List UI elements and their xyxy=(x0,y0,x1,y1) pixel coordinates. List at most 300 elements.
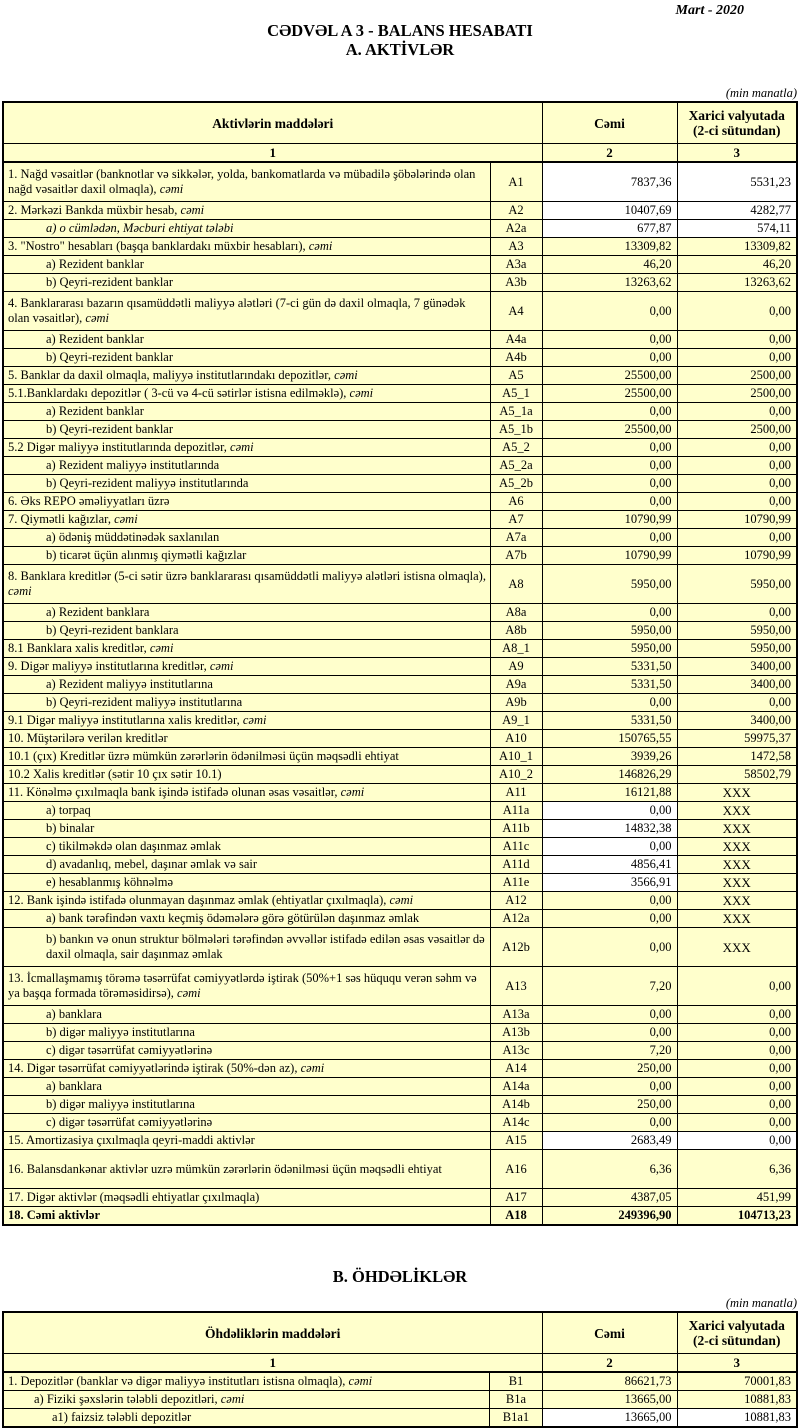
total-value: 5950,00 xyxy=(542,640,677,658)
row-label: 14. Digər təsərrüfat cəmiyyətlərində iştirak (50%-dən az), cəmi xyxy=(3,1060,490,1078)
row-code: A9 xyxy=(490,658,542,676)
row-label: 7. Qiymətli kağızlar, cəmi xyxy=(3,511,490,529)
foreign-currency-value: 13263,62 xyxy=(677,274,797,292)
row-code: A10 xyxy=(490,730,542,748)
table-row xyxy=(3,1207,797,1226)
row-label: a) Rezident maliyyə institutlarında xyxy=(3,457,490,475)
foreign-currency-value: 0,00 xyxy=(677,403,797,421)
row-label: e) hesablanmış köhnəlmə xyxy=(3,874,490,892)
foreign-currency-value: XXX xyxy=(677,874,797,892)
table-row xyxy=(3,511,797,529)
liabilities-foreign-header-line2: (2-ci sütundan) xyxy=(693,1333,781,1348)
row-label: 17. Digər aktivlər (məqsədli ehtiyatlar çıxılmaqla) xyxy=(3,1189,490,1207)
unit-note-assets: (min manatla) xyxy=(725,86,797,100)
total-value: 146826,29 xyxy=(542,766,677,784)
table-row xyxy=(3,730,797,748)
row-code: A5_2a xyxy=(490,457,542,475)
foreign-currency-value: 0,00 xyxy=(677,439,797,457)
table-row xyxy=(3,1096,797,1114)
row-code: A14c xyxy=(490,1114,542,1132)
total-value: 0,00 xyxy=(542,1114,677,1132)
row-code: A4b xyxy=(490,349,542,367)
table-row xyxy=(3,1189,797,1207)
foreign-currency-value: 0,00 xyxy=(677,1024,797,1042)
table-row xyxy=(3,1114,797,1132)
table-row xyxy=(3,694,797,712)
row-label: a) Rezident banklar xyxy=(3,403,490,421)
foreign-currency-value: 10790,99 xyxy=(677,547,797,565)
total-value: 5331,50 xyxy=(542,658,677,676)
column-index-3: 3 xyxy=(677,1354,797,1373)
table-row xyxy=(3,874,797,892)
total-value: 0,00 xyxy=(542,1024,677,1042)
table-row xyxy=(3,1132,797,1150)
liabilities-total-header: Cəmi xyxy=(542,1312,677,1354)
row-code: A2 xyxy=(490,202,542,220)
table-row xyxy=(3,238,797,256)
report-title: CƏDVƏL A 3 - BALANS HESABATI xyxy=(267,21,533,40)
total-value: 16121,88 xyxy=(542,784,677,802)
table-row xyxy=(3,928,797,967)
row-label: b) binalar xyxy=(3,820,490,838)
foreign-currency-value: XXX xyxy=(677,910,797,928)
row-label: b) Qeyri-rezident banklar xyxy=(3,349,490,367)
row-code: A3a xyxy=(490,256,542,274)
table-row xyxy=(3,1150,797,1189)
row-label: a) Rezident banklara xyxy=(3,604,490,622)
row-label: 18. Cəmi aktivlər xyxy=(3,1207,490,1226)
assets-foreign-header xyxy=(677,102,797,144)
total-value: 0,00 xyxy=(542,349,677,367)
foreign-currency-value: 0,00 xyxy=(677,1006,797,1024)
total-value: 150765,55 xyxy=(542,730,677,748)
row-label: 10.1 (çıx) Kreditlər üzrə mümkün zərərlərin ödənilməsi üçün məqsədli ehtiyat xyxy=(3,748,490,766)
table-row xyxy=(3,676,797,694)
foreign-currency-value: 0,00 xyxy=(677,331,797,349)
total-value: 4387,05 xyxy=(542,1189,677,1207)
row-label: a) banklara xyxy=(3,1006,490,1024)
liabilities-foreign-header xyxy=(677,1312,797,1354)
column-index-1: 1 xyxy=(3,1354,542,1373)
row-label: 1. Depozitlər (banklar və digər maliyyə institutları istisna olmaqla), cəmi xyxy=(3,1372,490,1391)
row-label: c) tikilməkdə olan daşınmaz əmlak xyxy=(3,838,490,856)
total-value: 0,00 xyxy=(542,1078,677,1096)
foreign-currency-value: 10790,99 xyxy=(677,511,797,529)
row-label xyxy=(3,220,490,238)
table-row xyxy=(3,385,797,403)
total-value: 13665,00 xyxy=(542,1409,677,1428)
total-value: 3566,91 xyxy=(542,874,677,892)
row-label-italic-part: cəmi xyxy=(300,1061,325,1075)
liabilities-table xyxy=(2,1311,798,1428)
row-code: A12b xyxy=(490,928,542,967)
row-label-italic-part: cəmi xyxy=(230,440,254,454)
table-row xyxy=(3,547,797,565)
foreign-currency-value: XXX xyxy=(677,928,797,967)
row-label: 2. Mərkəzi Bankda müxbir hesab, cəmi xyxy=(3,202,490,220)
table-row xyxy=(3,820,797,838)
table-row xyxy=(3,331,797,349)
row-code: A5_1 xyxy=(490,385,542,403)
table-row xyxy=(3,457,797,475)
foreign-currency-value: 5950,00 xyxy=(677,640,797,658)
row-label: a1) faizsiz tələbli depozitlər xyxy=(3,1409,490,1428)
table-row xyxy=(3,1372,797,1391)
table-row xyxy=(3,1078,797,1096)
foreign-currency-value: 0,00 xyxy=(677,694,797,712)
table-row xyxy=(3,529,797,547)
row-label-italic-part: cəmi xyxy=(8,584,32,598)
total-value: 0,00 xyxy=(542,928,677,967)
assets-items-header: Aktivlərin maddələri xyxy=(3,102,542,144)
row-label-italic-part: cəmi xyxy=(220,1392,245,1406)
total-value: 4856,41 xyxy=(542,856,677,874)
row-code: A9a xyxy=(490,676,542,694)
liabilities-foreign-header-line1: Xarici valyutada xyxy=(688,1318,785,1333)
row-code: A16 xyxy=(490,1150,542,1189)
row-code: A13a xyxy=(490,1006,542,1024)
row-code: A11c xyxy=(490,838,542,856)
section-a-title: A. AKTİVLƏR xyxy=(345,40,455,59)
table-row xyxy=(3,1060,797,1078)
row-label-italic-part: cəmi xyxy=(114,512,138,526)
row-label-italic-part: a) o cümlədən, Məcburi ehtiyat tələbi xyxy=(46,221,234,235)
row-label: b) bankın və onun struktur bölmələri tərəfindən əvvəllər istifadə edilən əsas vəsaitlər də daxil olmaqla, sair daşınmaz əmlak xyxy=(3,928,490,967)
row-code: A8b xyxy=(490,622,542,640)
assets-table-body xyxy=(3,162,797,1225)
row-code: A3b xyxy=(490,274,542,292)
total-value: 0,00 xyxy=(542,292,677,331)
row-label: 10.2 Xalis kreditlər (sətir 10 çıx sətir 10.1) xyxy=(3,766,490,784)
table-row xyxy=(3,256,797,274)
foreign-currency-value: XXX xyxy=(677,784,797,802)
row-code: A5_1a xyxy=(490,403,542,421)
table-row xyxy=(3,856,797,874)
row-label: b) Qeyri-rezident maliyyə institutlarında xyxy=(3,475,490,493)
table-row xyxy=(3,1024,797,1042)
row-code: A13c xyxy=(490,1042,542,1060)
table-row xyxy=(3,1391,797,1409)
total-value: 0,00 xyxy=(542,694,677,712)
table-row xyxy=(3,292,797,331)
total-value: 250,00 xyxy=(542,1096,677,1114)
row-code: A18 xyxy=(490,1207,542,1226)
row-label: 4. Banklararası bazarın qısamüddətli maliyyə alətləri (7-ci gün də daxil olmaqla, 7 günədək olan vəsaitlər), cəmi xyxy=(3,292,490,331)
table-row xyxy=(3,475,797,493)
total-value: 5950,00 xyxy=(542,565,677,604)
row-code: A12a xyxy=(490,910,542,928)
foreign-currency-value: 1472,58 xyxy=(677,748,797,766)
total-value: 5331,50 xyxy=(542,676,677,694)
total-value: 249396,90 xyxy=(542,1207,677,1226)
column-index-2: 2 xyxy=(542,1354,677,1373)
total-value: 5331,50 xyxy=(542,712,677,730)
row-code: A8a xyxy=(490,604,542,622)
row-code: A6 xyxy=(490,493,542,511)
foreign-currency-value: 6,36 xyxy=(677,1150,797,1189)
row-code: A13 xyxy=(490,967,542,1006)
table-row xyxy=(3,712,797,730)
section-b-title: B. ÖHDƏLİKLƏR xyxy=(332,1267,468,1286)
row-label-italic-part: cəmi xyxy=(177,986,201,1000)
row-code: A14 xyxy=(490,1060,542,1078)
row-label: b) Qeyri-rezident banklar xyxy=(3,421,490,439)
foreign-currency-value: 5950,00 xyxy=(677,565,797,604)
table-row xyxy=(3,349,797,367)
total-value: 0,00 xyxy=(542,604,677,622)
foreign-currency-value: 2500,00 xyxy=(677,421,797,439)
row-label: b) ticarət üçün alınmış qiymətli kağızlar xyxy=(3,547,490,565)
row-label: a) Rezident banklar xyxy=(3,331,490,349)
row-label: 6. Əks REPO əməliyyatları üzrə xyxy=(3,493,490,511)
foreign-currency-value: 58502,79 xyxy=(677,766,797,784)
table-row xyxy=(3,493,797,511)
row-code: A10_2 xyxy=(490,766,542,784)
row-label: c) digər təsərrüfat cəmiyyətlərinə xyxy=(3,1114,490,1132)
row-code: A12 xyxy=(490,892,542,910)
row-label: a) ödəniş müddətinədək saxlanılan xyxy=(3,529,490,547)
row-label: 5.2 Digər maliyyə institutlarında depozitlər, cəmi xyxy=(3,439,490,457)
foreign-currency-value: 104713,23 xyxy=(677,1207,797,1226)
row-code: B1a1 xyxy=(490,1409,542,1428)
total-value: 10790,99 xyxy=(542,511,677,529)
foreign-currency-value: 451,99 xyxy=(677,1189,797,1207)
row-label: b) digər maliyyə institutlarına xyxy=(3,1024,490,1042)
foreign-currency-value: 0,00 xyxy=(677,493,797,511)
row-label: 3. "Nostro" hesabları (başqa banklardakı müxbir hesabları), cəmi xyxy=(3,238,490,256)
table-row xyxy=(3,274,797,292)
total-value: 0,00 xyxy=(542,802,677,820)
foreign-currency-value: 4282,77 xyxy=(677,202,797,220)
foreign-currency-value: 0,00 xyxy=(677,292,797,331)
row-label: 5. Banklar da daxil olmaqla, maliyyə institutlarındakı depozitlər, cəmi xyxy=(3,367,490,385)
row-label-italic-part: cəmi xyxy=(348,1374,373,1388)
assets-header-row xyxy=(3,102,797,144)
total-value: 0,00 xyxy=(542,331,677,349)
table-row xyxy=(3,910,797,928)
column-index-2: 2 xyxy=(542,144,677,163)
total-value: 14832,38 xyxy=(542,820,677,838)
total-value: 7837,36 xyxy=(542,162,677,202)
row-code: A5_2 xyxy=(490,439,542,457)
table-row xyxy=(3,1042,797,1060)
total-value: 46,20 xyxy=(542,256,677,274)
row-code: A5 xyxy=(490,367,542,385)
row-label: a) bank tərəfindən vaxtı keçmiş ödəmələrə görə götürülən daşınmaz əmlak xyxy=(3,910,490,928)
total-value: 677,87 xyxy=(542,220,677,238)
foreign-currency-value: 3400,00 xyxy=(677,658,797,676)
row-label-italic-part: cəmi xyxy=(209,659,234,673)
table-row xyxy=(3,439,797,457)
total-value: 5950,00 xyxy=(542,622,677,640)
row-label: a) torpaq xyxy=(3,802,490,820)
row-label: b) Qeyri-rezident banklara xyxy=(3,622,490,640)
total-value: 10790,99 xyxy=(542,547,677,565)
total-value: 0,00 xyxy=(542,910,677,928)
assets-foreign-header-line1: Xarici valyutada xyxy=(688,108,785,123)
liabilities-header-row xyxy=(3,1312,797,1354)
total-value: 13309,82 xyxy=(542,238,677,256)
row-code: A8 xyxy=(490,565,542,604)
row-label-italic-part: cəmi xyxy=(180,203,205,217)
table-row xyxy=(3,1409,797,1428)
total-value: 0,00 xyxy=(542,457,677,475)
foreign-currency-value: 0,00 xyxy=(677,475,797,493)
row-label-italic-part: cəmi xyxy=(242,713,267,727)
row-label: a) Rezident banklar xyxy=(3,256,490,274)
row-code: A11b xyxy=(490,820,542,838)
total-value: 2683,49 xyxy=(542,1132,677,1150)
row-label: a) banklara xyxy=(3,1078,490,1096)
row-code: A5_1b xyxy=(490,421,542,439)
foreign-currency-value: 59975,37 xyxy=(677,730,797,748)
row-code: A11a xyxy=(490,802,542,820)
foreign-currency-value: 0,00 xyxy=(677,604,797,622)
row-code: A10_1 xyxy=(490,748,542,766)
unit-note-liabilities: (min manatla) xyxy=(725,1296,797,1310)
row-label-italic-part: cəmi xyxy=(85,311,110,325)
foreign-currency-value: 0,00 xyxy=(677,349,797,367)
table-row xyxy=(3,784,797,802)
total-value: 0,00 xyxy=(542,838,677,856)
foreign-currency-value: 0,00 xyxy=(677,1132,797,1150)
assets-total-header: Cəmi xyxy=(542,102,677,144)
liabilities-items-header: Öhdəliklərin maddələri xyxy=(3,1312,542,1354)
table-row xyxy=(3,162,797,202)
row-label-italic-part: cəmi xyxy=(349,386,374,400)
total-value: 25500,00 xyxy=(542,421,677,439)
total-value: 7,20 xyxy=(542,967,677,1006)
foreign-currency-value: 10881,83 xyxy=(677,1391,797,1409)
total-value: 86621,73 xyxy=(542,1372,677,1391)
row-code: A9_1 xyxy=(490,712,542,730)
foreign-currency-value: XXX xyxy=(677,820,797,838)
table-row xyxy=(3,1006,797,1024)
row-code: A17 xyxy=(490,1189,542,1207)
row-code: A13b xyxy=(490,1024,542,1042)
row-code: A2a xyxy=(490,220,542,238)
assets-column-index-row xyxy=(3,144,797,163)
foreign-currency-value: 0,00 xyxy=(677,457,797,475)
table-row xyxy=(3,892,797,910)
row-code: A5_2b xyxy=(490,475,542,493)
column-index-3: 3 xyxy=(677,144,797,163)
total-value: 0,00 xyxy=(542,529,677,547)
total-value: 13263,62 xyxy=(542,274,677,292)
row-label: 5.1.Banklardakı depozitlər ( 3-cü və 4-cü sətirlər istisna edilməklə), cəmi xyxy=(3,385,490,403)
assets-table xyxy=(2,101,798,1226)
row-label: 8.1 Banklara xalis kreditlər, cəmi xyxy=(3,640,490,658)
liabilities-column-index-row xyxy=(3,1354,797,1373)
table-row xyxy=(3,802,797,820)
row-label: 8. Banklara kreditlər (5-ci sətir üzrə banklararası qısamüddətli maliyyə alətləri istisna olmaqla), cəmi xyxy=(3,565,490,604)
row-label-italic-part: cəmi xyxy=(334,368,358,382)
row-code: A14b xyxy=(490,1096,542,1114)
total-value: 250,00 xyxy=(542,1060,677,1078)
report-period: Mart - 2020 xyxy=(675,3,744,18)
table-row xyxy=(3,622,797,640)
table-row xyxy=(3,967,797,1006)
assets-foreign-header-line2: (2-ci sütundan) xyxy=(693,123,781,138)
foreign-currency-value: 0,00 xyxy=(677,1114,797,1132)
foreign-currency-value: 10881,83 xyxy=(677,1409,797,1428)
total-value: 0,00 xyxy=(542,475,677,493)
liabilities-table-body xyxy=(3,1372,797,1427)
foreign-currency-value: 0,00 xyxy=(677,529,797,547)
table-row xyxy=(3,202,797,220)
foreign-currency-value: XXX xyxy=(677,856,797,874)
row-code: A11d xyxy=(490,856,542,874)
total-value: 25500,00 xyxy=(542,367,677,385)
foreign-currency-value: 2500,00 xyxy=(677,385,797,403)
row-label-italic-part: cəmi xyxy=(159,182,184,196)
row-code: B1a xyxy=(490,1391,542,1409)
row-label: b) Qeyri-rezident banklar xyxy=(3,274,490,292)
row-label: c) digər təsərrüfat cəmiyyətlərinə xyxy=(3,1042,490,1060)
row-code: A9b xyxy=(490,694,542,712)
row-code: A1 xyxy=(490,162,542,202)
row-label: a) Rezident maliyyə institutlarına xyxy=(3,676,490,694)
foreign-currency-value: 574,11 xyxy=(677,220,797,238)
foreign-currency-value: 3400,00 xyxy=(677,676,797,694)
table-row xyxy=(3,367,797,385)
foreign-currency-value: XXX xyxy=(677,838,797,856)
row-code: A11 xyxy=(490,784,542,802)
table-row xyxy=(3,658,797,676)
row-label: a) Fiziki şəxslərin tələbli depozitləri, cəmi xyxy=(3,1391,490,1409)
row-code: A4a xyxy=(490,331,542,349)
total-value: 0,00 xyxy=(542,892,677,910)
row-label: 10. Müştərilərə verilən kreditlər xyxy=(3,730,490,748)
foreign-currency-value: 0,00 xyxy=(677,1060,797,1078)
foreign-currency-value: 5531,23 xyxy=(677,162,797,202)
row-code: A11e xyxy=(490,874,542,892)
foreign-currency-value: 0,00 xyxy=(677,1096,797,1114)
foreign-currency-value: 3400,00 xyxy=(677,712,797,730)
row-code: A15 xyxy=(490,1132,542,1150)
row-label: 12. Bank işində istifadə olunmayan daşınmaz əmlak (ehtiyatlar çıxılmaqla), cəmi xyxy=(3,892,490,910)
row-code: B1 xyxy=(490,1372,542,1391)
total-value: 0,00 xyxy=(542,403,677,421)
total-value: 0,00 xyxy=(542,439,677,457)
table-row xyxy=(3,748,797,766)
foreign-currency-value: 46,20 xyxy=(677,256,797,274)
foreign-currency-value: 13309,82 xyxy=(677,238,797,256)
foreign-currency-value: XXX xyxy=(677,802,797,820)
row-label: 9.1 Digər maliyyə institutlarına xalis kreditlər, cəmi xyxy=(3,712,490,730)
row-label: 1. Nağd vəsaitlər (banknotlar və sikkələr, yolda, bankomatlarda və mübadilə şöbələrində olan nağd vəsaitlər daxil olmaqla), cəmi xyxy=(3,162,490,202)
row-label: b) digər maliyyə institutlarına xyxy=(3,1096,490,1114)
total-value: 6,36 xyxy=(542,1150,677,1189)
total-value: 7,20 xyxy=(542,1042,677,1060)
table-row xyxy=(3,838,797,856)
column-index-1: 1 xyxy=(3,144,542,163)
row-label: b) Qeyri-rezident maliyyə institutlarına xyxy=(3,694,490,712)
foreign-currency-value: 5950,00 xyxy=(677,622,797,640)
row-label-italic-part: cəmi xyxy=(149,641,174,655)
row-code: A14a xyxy=(490,1078,542,1096)
foreign-currency-value: XXX xyxy=(677,892,797,910)
row-label: 13. İcmallaşmamış törəmə təsərrüfat cəmiyyətlərdə iştirak (50%+1 səs hüququ verən səhm və ya başqa formada törəməsidirsə), cəmi xyxy=(3,967,490,1006)
total-value: 3939,26 xyxy=(542,748,677,766)
total-value: 25500,00 xyxy=(542,385,677,403)
foreign-currency-value: 2500,00 xyxy=(677,367,797,385)
row-label: 16. Balansdankənar aktivlər uzrə mümkün zərərlərin ödənilməsi üçün məqsədli ehtiyat xyxy=(3,1150,490,1189)
table-row xyxy=(3,403,797,421)
row-code: A7 xyxy=(490,511,542,529)
row-code: A4 xyxy=(490,292,542,331)
table-row xyxy=(3,220,797,238)
